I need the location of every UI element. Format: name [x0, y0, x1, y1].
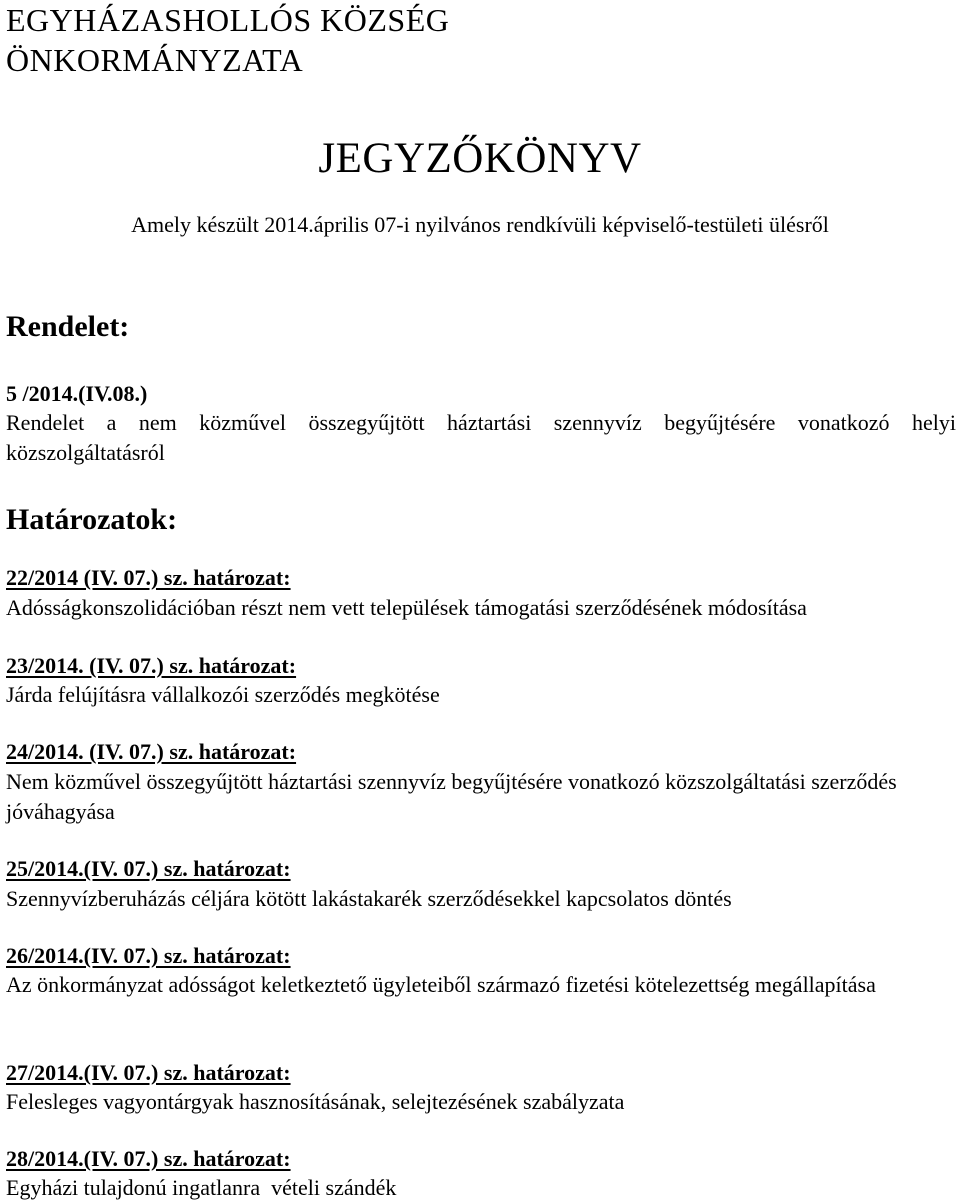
resolution-number: 22/2014 (IV. 07.) sz. határozat: — [6, 565, 291, 590]
resolution-number: 28/2014.(IV. 07.) sz. határozat: — [6, 1146, 291, 1171]
rendelet-number: 5 /2014.(IV.08.) — [6, 381, 148, 406]
document-title: JEGYZŐKÖNYV — [318, 135, 642, 182]
resolution-text: Nem közművel összegyűjtött háztartási szennyvíz begyűjtésére vonatkozó közszolgáltatási szerződés jóváhagyása — [6, 769, 897, 824]
document-page — [6, 0, 956, 80]
rendelet-heading: Rendelet: — [6, 310, 130, 343]
resolution-number: 24/2014. (IV. 07.) sz. határozat: — [6, 739, 297, 764]
resolution-number: 26/2014.(IV. 07.) sz. határozat: — [6, 943, 291, 968]
resolution-text: Felesleges vagyontárgyak hasznosításának, selejtezésének szabályzata — [6, 1089, 625, 1114]
rendelet-text: Rendelet a nem közművel összegyűjtött háztartási szennyvíz begyűjtésére vonatkozó helyi közszolgáltatásról — [6, 410, 956, 465]
hatarozatok-heading: Határozatok: — [6, 503, 178, 536]
resolution-text: Egyházi tulajdonú ingatlanra vételi szándék — [6, 1175, 397, 1200]
organization-name-line1: EGYHÁZASHOLLÓS KÖZSÉG — [6, 2, 450, 38]
organization-name-line2: ÖNKORMÁNYZATA — [6, 42, 304, 78]
resolution-text: Szennyvízberuházás céljára kötött lakástakarék szerződésekkel kapcsolatos döntés — [6, 886, 732, 911]
resolution-text: Adósságkonszolidációban részt nem vett települések támogatási szerződésének módosítása — [6, 595, 807, 620]
resolution-number: 23/2014. (IV. 07.) sz. határozat: — [6, 653, 297, 678]
resolution-number: 27/2014.(IV. 07.) sz. határozat: — [6, 1060, 291, 1085]
resolution-text: Járda felújításra vállalkozói szerződés megkötése — [6, 682, 440, 707]
document-subtitle: Amely készült 2014.április 07-i nyilvános rendkívüli képviselő-testületi ülésről — [131, 212, 829, 237]
resolution-number: 25/2014.(IV. 07.) sz. határozat: — [6, 856, 291, 881]
resolution-text: Az önkormányzat adósságot keletkeztető ügyleteiből származó fizetési kötelezettség megállapítása — [6, 972, 876, 997]
